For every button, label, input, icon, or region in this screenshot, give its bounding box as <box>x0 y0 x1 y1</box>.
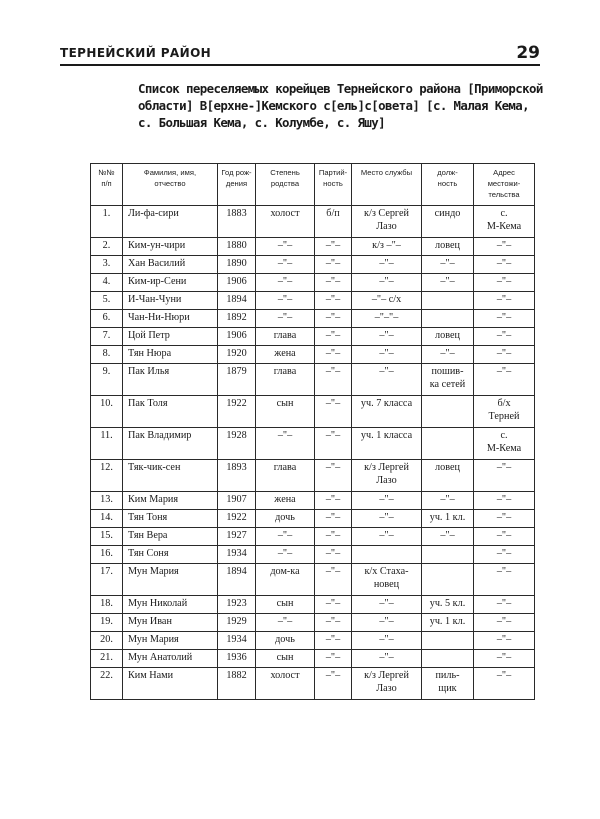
cell-row-number: 13. <box>91 492 123 510</box>
cell-workplace: –"– <box>352 632 422 650</box>
cell-full-name: Цой Петр <box>123 328 218 346</box>
cell-full-name: Ким Нами <box>123 668 218 700</box>
cell-address: –"– <box>474 632 535 650</box>
cell-birth-year: 1893 <box>218 460 256 492</box>
cell-workplace: уч. 7 класса <box>352 396 422 428</box>
cell-birth-year: 1922 <box>218 510 256 528</box>
cell-workplace: –"– <box>352 274 422 292</box>
cell-workplace: к/з –"– <box>352 238 422 256</box>
cell-workplace <box>352 546 422 564</box>
table-row <box>91 596 535 614</box>
cell-party: –"– <box>315 256 352 274</box>
cell-full-name: Мун Мария <box>123 564 218 596</box>
cell-full-name: Мун Анатолий <box>123 650 218 668</box>
table-body <box>91 206 535 700</box>
column-header-position: долж- ность <box>422 164 474 206</box>
cell-party: –"– <box>315 528 352 546</box>
table-row <box>91 650 535 668</box>
cell-position: уч. 5 кл. <box>422 596 474 614</box>
cell-address: –"– <box>474 650 535 668</box>
column-header-workplace: Место службы <box>352 164 422 206</box>
cell-birth-year: 1923 <box>218 596 256 614</box>
table-row <box>91 564 535 596</box>
cell-address: –"– <box>474 528 535 546</box>
cell-address: –"– <box>474 274 535 292</box>
cell-row-number: 16. <box>91 546 123 564</box>
cell-workplace: –"– <box>352 510 422 528</box>
cell-workplace: –"– <box>352 256 422 274</box>
cell-full-name: Пак Илья <box>123 364 218 396</box>
cell-relation: глава <box>256 460 315 492</box>
cell-address: –"– <box>474 328 535 346</box>
cell-workplace: уч. 1 класса <box>352 428 422 460</box>
cell-full-name: Хан Василий <box>123 256 218 274</box>
cell-position: пиль- щик <box>422 668 474 700</box>
cell-position <box>422 632 474 650</box>
table-row <box>91 256 535 274</box>
cell-address: б/х Терней <box>474 396 535 428</box>
table-row <box>91 310 535 328</box>
cell-workplace: к/з Лергей Лазо <box>352 460 422 492</box>
cell-party: –"– <box>315 492 352 510</box>
cell-workplace: –"– <box>352 650 422 668</box>
cell-address: –"– <box>474 492 535 510</box>
table-row <box>91 364 535 396</box>
cell-party: –"– <box>315 346 352 364</box>
cell-address: –"– <box>474 564 535 596</box>
table-row <box>91 292 535 310</box>
cell-relation: –"– <box>256 292 315 310</box>
cell-position: –"– <box>422 528 474 546</box>
cell-position: –"– <box>422 492 474 510</box>
table-row <box>91 546 535 564</box>
table-row <box>91 528 535 546</box>
cell-workplace: –"– <box>352 364 422 396</box>
cell-birth-year: 1920 <box>218 346 256 364</box>
cell-birth-year: 1894 <box>218 292 256 310</box>
table-row <box>91 396 535 428</box>
cell-relation: сын <box>256 596 315 614</box>
cell-party: –"– <box>315 668 352 700</box>
table-row <box>91 238 535 256</box>
cell-birth-year: 1882 <box>218 668 256 700</box>
cell-birth-year: 1883 <box>218 206 256 238</box>
cell-full-name: Ким Мария <box>123 492 218 510</box>
cell-workplace: –"– с/х <box>352 292 422 310</box>
cell-row-number: 6. <box>91 310 123 328</box>
cell-position <box>422 546 474 564</box>
cell-full-name: Ким-ун-чири <box>123 238 218 256</box>
table-row <box>91 632 535 650</box>
cell-row-number: 8. <box>91 346 123 364</box>
cell-workplace: –"–"– <box>352 310 422 328</box>
cell-workplace: –"– <box>352 328 422 346</box>
table-row <box>91 428 535 460</box>
title-line: Список переселяемых корейцев Тернейского района [Приморской <box>138 81 543 96</box>
cell-relation: дочь <box>256 632 315 650</box>
cell-row-number: 22. <box>91 668 123 700</box>
cell-address: –"– <box>474 546 535 564</box>
cell-party: –"– <box>315 596 352 614</box>
cell-row-number: 7. <box>91 328 123 346</box>
cell-workplace: к/з Лергей Лазо <box>352 668 422 700</box>
table-row <box>91 328 535 346</box>
cell-relation: холост <box>256 206 315 238</box>
table-row <box>91 492 535 510</box>
cell-position: ловец <box>422 460 474 492</box>
cell-birth-year: 1890 <box>218 256 256 274</box>
cell-relation: –"– <box>256 528 315 546</box>
cell-address: –"– <box>474 614 535 632</box>
cell-party: –"– <box>315 364 352 396</box>
cell-position <box>422 428 474 460</box>
cell-full-name: Ким-ир-Сени <box>123 274 218 292</box>
cell-birth-year: 1922 <box>218 396 256 428</box>
cell-position <box>422 650 474 668</box>
cell-birth-year: 1892 <box>218 310 256 328</box>
cell-relation: –"– <box>256 238 315 256</box>
cell-party: –"– <box>315 428 352 460</box>
cell-position: ловец <box>422 328 474 346</box>
cell-row-number: 17. <box>91 564 123 596</box>
table-row <box>91 274 535 292</box>
cell-full-name: Тян Нюра <box>123 346 218 364</box>
cell-birth-year: 1880 <box>218 238 256 256</box>
cell-party: –"– <box>315 510 352 528</box>
cell-party: –"– <box>315 564 352 596</box>
cell-relation: –"– <box>256 310 315 328</box>
cell-relation: жена <box>256 492 315 510</box>
cell-relation: глава <box>256 328 315 346</box>
cell-row-number: 14. <box>91 510 123 528</box>
cell-address: с. М-Кема <box>474 206 535 238</box>
cell-party: –"– <box>315 238 352 256</box>
cell-relation: –"– <box>256 274 315 292</box>
cell-address: –"– <box>474 510 535 528</box>
cell-workplace: к/х Стаха- новец <box>352 564 422 596</box>
cell-birth-year: 1929 <box>218 614 256 632</box>
cell-birth-year: 1928 <box>218 428 256 460</box>
cell-address: –"– <box>474 460 535 492</box>
cell-position <box>422 564 474 596</box>
cell-row-number: 19. <box>91 614 123 632</box>
cell-full-name: И-Чан-Чуни <box>123 292 218 310</box>
cell-workplace: –"– <box>352 346 422 364</box>
cell-party: б/п <box>315 206 352 238</box>
cell-address: –"– <box>474 364 535 396</box>
cell-row-number: 9. <box>91 364 123 396</box>
cell-row-number: 11. <box>91 428 123 460</box>
cell-row-number: 18. <box>91 596 123 614</box>
cell-workplace: –"– <box>352 614 422 632</box>
cell-party: –"– <box>315 310 352 328</box>
cell-birth-year: 1927 <box>218 528 256 546</box>
cell-position: –"– <box>422 346 474 364</box>
cell-address: –"– <box>474 310 535 328</box>
table-row <box>91 206 535 238</box>
cell-position: ловец <box>422 238 474 256</box>
cell-position: уч. 1 кл. <box>422 614 474 632</box>
cell-workplace: –"– <box>352 492 422 510</box>
cell-relation: –"– <box>256 428 315 460</box>
cell-party: –"– <box>315 274 352 292</box>
cell-address: –"– <box>474 292 535 310</box>
cell-relation: –"– <box>256 546 315 564</box>
column-header-row-number: №№ п/п <box>91 164 123 206</box>
cell-address: –"– <box>474 596 535 614</box>
cell-relation: холост <box>256 668 315 700</box>
cell-relation: сын <box>256 396 315 428</box>
column-header-party: Партий- ность <box>315 164 352 206</box>
cell-workplace: –"– <box>352 528 422 546</box>
cell-party: –"– <box>315 546 352 564</box>
cell-full-name: Мун Мария <box>123 632 218 650</box>
cell-birth-year: 1906 <box>218 328 256 346</box>
cell-position: уч. 1 кл. <box>422 510 474 528</box>
table-row <box>91 614 535 632</box>
cell-full-name: Пак Толя <box>123 396 218 428</box>
table-header-row <box>91 164 535 206</box>
title-line: области] В[ерхне-]Кемского с[ель]с[овета] [с. Малая Кема, <box>138 98 530 113</box>
cell-relation: дом-ка <box>256 564 315 596</box>
resettlement-table <box>90 163 535 700</box>
cell-relation: сын <box>256 650 315 668</box>
column-header-address: Адрес местожи- тельства <box>474 164 535 206</box>
cell-party: –"– <box>315 328 352 346</box>
column-header-relation: Степень родства <box>256 164 315 206</box>
cell-relation: –"– <box>256 256 315 274</box>
cell-party: –"– <box>315 614 352 632</box>
cell-relation: жена <box>256 346 315 364</box>
title-line: с. Большая Кема, с. Колумбе, с. Яшу] <box>138 115 385 130</box>
cell-position: синдо <box>422 206 474 238</box>
cell-workplace: –"– <box>352 596 422 614</box>
column-header-full-name: Фамилия, имя, отчество <box>123 164 218 206</box>
cell-relation: глава <box>256 364 315 396</box>
header-rule <box>60 64 540 66</box>
cell-position <box>422 292 474 310</box>
cell-birth-year: 1879 <box>218 364 256 396</box>
cell-relation: дочь <box>256 510 315 528</box>
cell-row-number: 5. <box>91 292 123 310</box>
cell-birth-year: 1934 <box>218 546 256 564</box>
cell-birth-year: 1934 <box>218 632 256 650</box>
cell-row-number: 21. <box>91 650 123 668</box>
cell-position <box>422 310 474 328</box>
document-title <box>138 80 543 131</box>
cell-relation: –"– <box>256 614 315 632</box>
cell-position <box>422 396 474 428</box>
cell-party: –"– <box>315 396 352 428</box>
cell-party: –"– <box>315 650 352 668</box>
cell-position: пошив- ка сетей <box>422 364 474 396</box>
cell-row-number: 15. <box>91 528 123 546</box>
cell-full-name: Тян Вера <box>123 528 218 546</box>
cell-full-name: Тян Тоня <box>123 510 218 528</box>
cell-row-number: 20. <box>91 632 123 650</box>
cell-row-number: 3. <box>91 256 123 274</box>
cell-full-name: Мун Николай <box>123 596 218 614</box>
cell-address: с. М-Кема <box>474 428 535 460</box>
cell-birth-year: 1894 <box>218 564 256 596</box>
cell-full-name: Чан-Ни-Нюри <box>123 310 218 328</box>
cell-birth-year: 1906 <box>218 274 256 292</box>
cell-address: –"– <box>474 238 535 256</box>
cell-address: –"– <box>474 256 535 274</box>
cell-party: –"– <box>315 632 352 650</box>
cell-full-name: Мун Иван <box>123 614 218 632</box>
cell-party: –"– <box>315 460 352 492</box>
running-header <box>60 44 540 66</box>
cell-address: –"– <box>474 346 535 364</box>
cell-full-name: Тяк-чик-сен <box>123 460 218 492</box>
cell-position: –"– <box>422 274 474 292</box>
cell-full-name: Тян Соня <box>123 546 218 564</box>
table-row <box>91 346 535 364</box>
cell-full-name: Ли-фа-сири <box>123 206 218 238</box>
cell-row-number: 4. <box>91 274 123 292</box>
cell-row-number: 1. <box>91 206 123 238</box>
section-title: ТЕРНЕЙСКИЙ РАЙОН <box>60 46 212 60</box>
table-row <box>91 510 535 528</box>
page-number: 29 <box>516 43 540 63</box>
cell-birth-year: 1907 <box>218 492 256 510</box>
cell-party: –"– <box>315 292 352 310</box>
cell-row-number: 10. <box>91 396 123 428</box>
column-header-birth-year: Год рож- дения <box>218 164 256 206</box>
cell-row-number: 12. <box>91 460 123 492</box>
cell-workplace: к/з Сергей Лазо <box>352 206 422 238</box>
cell-full-name: Пак Владимир <box>123 428 218 460</box>
cell-address: –"– <box>474 668 535 700</box>
cell-position: –"– <box>422 256 474 274</box>
table-row <box>91 668 535 700</box>
cell-row-number: 2. <box>91 238 123 256</box>
cell-birth-year: 1936 <box>218 650 256 668</box>
table-row <box>91 460 535 492</box>
